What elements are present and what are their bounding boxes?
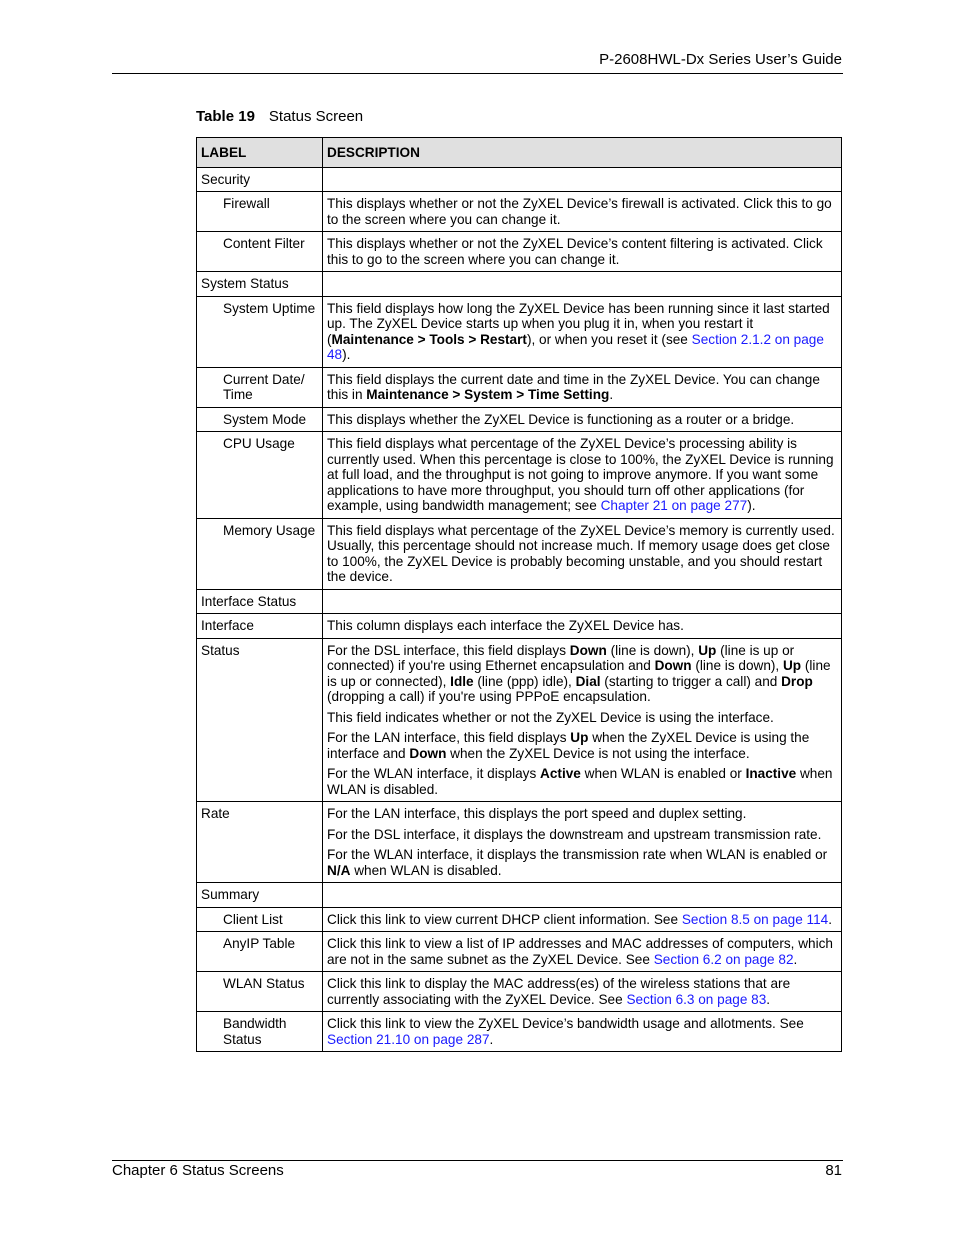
description-paragraph: [327, 806, 837, 822]
text-segment: (line is up or connected),: [327, 658, 831, 689]
description-paragraph: [327, 196, 837, 227]
description-paragraph: [327, 912, 837, 928]
description-column-header: DESCRIPTION: [323, 138, 842, 168]
running-header-title: P-2608HWL-Dx Series User’s Guide: [599, 51, 842, 68]
description-paragraph: [327, 1016, 837, 1047]
row-label: Firewall: [197, 192, 323, 232]
row-label: Content Filter: [197, 232, 323, 272]
header-rule: [112, 73, 843, 74]
text-segment: when the ZyXEL Device is not using the interface.: [446, 745, 750, 761]
description-paragraph: [327, 936, 837, 967]
row-label: WLAN Status: [197, 972, 323, 1012]
row-description: [323, 907, 842, 932]
bold-term: Inactive: [745, 766, 797, 781]
row-label: Bandwidth Status: [197, 1012, 323, 1052]
text-segment: (line (ppp) idle),: [473, 673, 576, 689]
text-segment: For the LAN interface, this field displays: [327, 730, 571, 745]
row-label: Interface Status: [197, 589, 323, 614]
table-row: [197, 272, 842, 297]
row-label: System Mode: [197, 407, 323, 432]
text-segment: ).: [747, 498, 756, 513]
cross-reference-link[interactable]: Section 6.2 on page 82: [653, 951, 794, 967]
text-segment: This displays whether or not the ZyXEL Device’s firewall is activated. Click this to go to the screen where you can change it.: [327, 196, 832, 227]
row-description: [323, 638, 842, 802]
text-segment: Click this link to view a list of IP addresses and MAC addresses of computers, which are not in the same subnet as the ZyXEL Device. See: [327, 936, 833, 967]
table-number: Table 19: [196, 108, 255, 125]
text-segment: For the LAN interface, this displays the port speed and duplex setting.: [327, 806, 747, 821]
row-description: [323, 589, 842, 614]
text-segment: Click this link to display the MAC address(es) of the wireless stations that are currently associating with the ZyXEL Device. See: [327, 976, 791, 1007]
text-segment: (dropping a call) if you're using PPPoE encapsulation.: [327, 689, 651, 704]
table-row: [197, 1012, 842, 1052]
row-description: [323, 296, 842, 367]
table-caption: [196, 108, 363, 125]
cross-reference-link[interactable]: Section 8.5 on page 114: [681, 911, 829, 927]
table-row: [197, 518, 842, 589]
table-row: [197, 614, 842, 639]
text-segment: For the WLAN interface, it displays: [327, 766, 541, 781]
bold-term: Down: [654, 658, 692, 673]
row-label: CPU Usage: [197, 432, 323, 519]
text-segment: This field displays how long the ZyXEL Device has been running since it last started up. The ZyXEL Device starts up when you plug it in, when you restart it (: [327, 300, 830, 347]
bold-term: Active: [540, 766, 581, 781]
row-description: [323, 367, 842, 407]
description-paragraph: [327, 710, 837, 726]
bold-term: Down: [569, 642, 607, 658]
text-segment: This field displays the current date and time in the ZyXEL Device. You can change this in: [327, 371, 820, 402]
bold-term: Idle: [450, 673, 474, 689]
bold-term: Up: [698, 642, 717, 658]
bold-term: Maintenance > Tools > Restart: [331, 331, 527, 347]
footer-chapter: Chapter 6 Status Screens: [112, 1162, 284, 1179]
description-paragraph: [327, 847, 837, 878]
bold-term: Up: [570, 730, 589, 745]
text-segment: .: [793, 951, 798, 967]
text-segment: (line is down),: [691, 658, 783, 673]
row-label: Status: [197, 638, 323, 802]
bold-term: Maintenance > System > Time Setting: [366, 387, 610, 402]
table-row: [197, 232, 842, 272]
description-paragraph: [327, 976, 837, 1007]
text-segment: This column displays each interface the ZyXEL Device has.: [327, 618, 684, 633]
row-description: [323, 972, 842, 1012]
row-description: [323, 432, 842, 519]
table-row: [197, 192, 842, 232]
row-label: Current Date/ Time: [197, 367, 323, 407]
table-row: [197, 167, 842, 192]
table-row: [197, 972, 842, 1012]
description-paragraph: [327, 643, 837, 705]
table-row: [197, 407, 842, 432]
text-segment: ).: [342, 347, 351, 362]
row-label: Memory Usage: [197, 518, 323, 589]
text-segment: This field displays what percentage of the ZyXEL Device’s processing ability is currently used. When this percentage is close to 100%, the ZyXEL Device is running at full load, and the throughput is not going to improve anymore. If you want some applications to have more throughput, you should turn off other applications (for example, using bandwidth management; see: [327, 436, 834, 513]
status-screen-table: [196, 137, 842, 1052]
row-description: [323, 1012, 842, 1052]
text-segment: .: [609, 387, 614, 402]
table-row: [197, 432, 842, 519]
row-description: [323, 932, 842, 972]
description-paragraph: [327, 827, 837, 843]
text-segment: (starting to trigger a call) and: [600, 673, 782, 689]
table-title: Status Screen: [268, 108, 364, 125]
bold-term: N/A: [327, 862, 351, 878]
text-segment: ), or when you reset it (see: [526, 331, 692, 347]
table-row: [197, 296, 842, 367]
footer-rule: [112, 1160, 843, 1161]
text-segment: This field displays what percentage of the ZyXEL Device’s memory is currently used. Usually, this percentage should not increase much. If memory usage does get close to 100%, the ZyXEL Device is probably becoming unstable, and you should restart the device.: [327, 522, 835, 584]
bold-term: Drop: [781, 673, 813, 689]
description-paragraph: [327, 730, 837, 761]
description-paragraph: [327, 618, 837, 634]
row-label: System Uptime: [197, 296, 323, 367]
text-segment: .: [766, 991, 771, 1007]
text-segment: (line is down),: [606, 642, 699, 658]
cross-reference-link[interactable]: Section 6.3 on page 83: [626, 991, 767, 1007]
text-segment: Click this link to view current DHCP client information. See: [327, 911, 682, 927]
bold-term: Up: [782, 658, 802, 673]
table-row: [197, 589, 842, 614]
bold-term: Down: [409, 745, 447, 761]
text-segment: (line is up or connected) if you're using Ethernet encapsulation and: [327, 642, 795, 673]
label-column-header: LABEL: [197, 138, 323, 168]
row-label: Interface: [197, 614, 323, 639]
row-label: Rate: [197, 802, 323, 883]
row-description: [323, 518, 842, 589]
cross-reference-link[interactable]: Section 21.10 on page 287: [327, 1031, 490, 1047]
table-row: [197, 638, 842, 802]
description-paragraph: [327, 301, 837, 363]
row-description: [323, 272, 842, 297]
description-paragraph: [327, 372, 837, 403]
row-label: Security: [197, 167, 323, 192]
row-label: AnyIP Table: [197, 932, 323, 972]
row-description: [323, 802, 842, 883]
row-description: [323, 883, 842, 908]
table-row: [197, 883, 842, 908]
row-description: [323, 232, 842, 272]
description-paragraph: [327, 236, 837, 267]
description-paragraph: [327, 523, 837, 585]
text-segment: For the WLAN interface, it displays the transmission rate when WLAN is enabled or: [327, 847, 828, 862]
table-header-row: [197, 138, 842, 168]
text-segment: .: [828, 911, 832, 927]
row-label: System Status: [197, 272, 323, 297]
table-row: [197, 802, 842, 883]
text-segment: This displays whether or not the ZyXEL Device’s content filtering is activated. Click this to go to the screen where you can change it.: [327, 236, 823, 267]
text-segment: For the DSL interface, this field displays: [327, 642, 570, 658]
row-description: [323, 167, 842, 192]
footer-page-number: 81: [825, 1162, 842, 1179]
table-row: [197, 932, 842, 972]
cross-reference-link[interactable]: Chapter 21 on page 277: [600, 498, 748, 513]
text-segment: when WLAN is enabled or: [580, 766, 746, 781]
text-segment: when WLAN is disabled.: [327, 766, 833, 797]
row-label: Client List: [197, 907, 323, 932]
text-segment: .: [489, 1031, 494, 1047]
description-paragraph: [327, 766, 837, 797]
row-label: Summary: [197, 883, 323, 908]
cross-reference-link[interactable]: Section 2.1.2 on page 48: [327, 331, 824, 362]
text-segment: This displays whether the ZyXEL Device is functioning as a router or a bridge.: [327, 411, 795, 427]
text-segment: For the DSL interface, it displays the downstream and upstream transmission rate.: [327, 826, 822, 842]
text-segment: when WLAN is disabled.: [350, 862, 502, 878]
table-body: [197, 167, 842, 1052]
table-row: [197, 367, 842, 407]
text-segment: when the ZyXEL Device is using the interface and: [327, 730, 810, 761]
description-paragraph: [327, 436, 837, 514]
row-description: [323, 614, 842, 639]
table-row: [197, 907, 842, 932]
row-description: [323, 192, 842, 232]
description-paragraph: [327, 412, 837, 428]
text-segment: Click this link to view the ZyXEL Device’s bandwidth usage and allotments. See: [327, 1016, 804, 1031]
text-segment: This field indicates whether or not the ZyXEL Device is using the interface.: [327, 709, 774, 725]
row-description: [323, 407, 842, 432]
bold-term: Dial: [575, 673, 601, 689]
